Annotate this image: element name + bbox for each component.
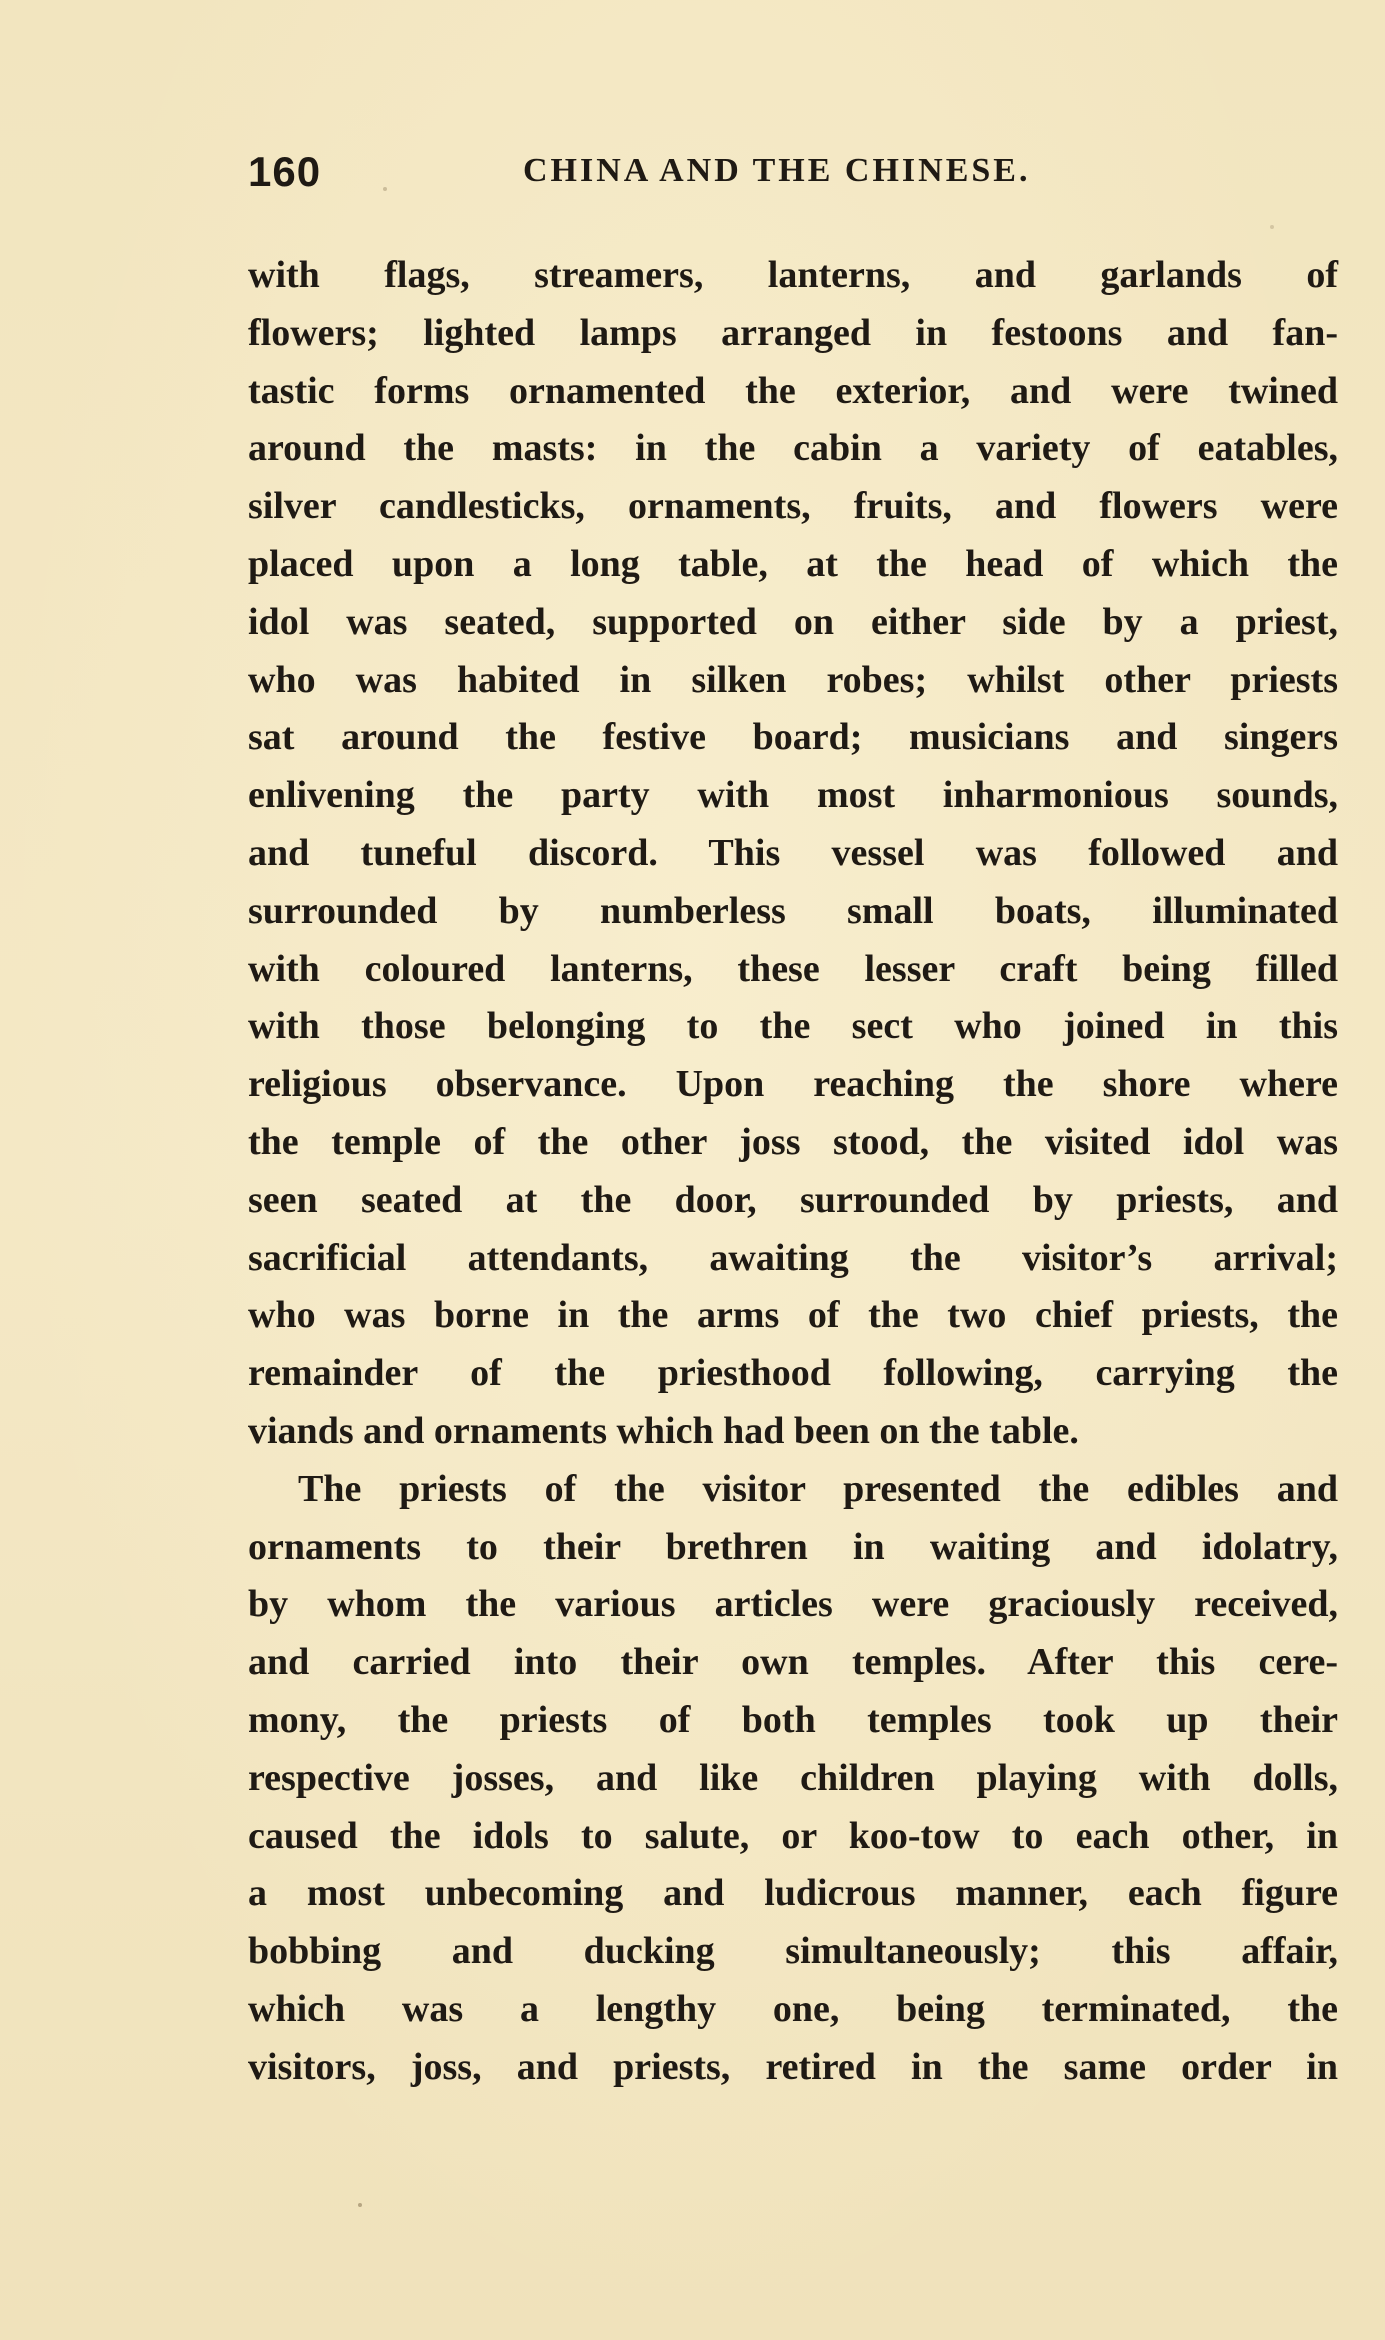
text-line: sacrificial attendants, awaiting the visitor’s arrival; <box>248 1236 1338 1279</box>
text-line: enlivening the party with most inharmonious sounds, <box>248 774 1338 817</box>
text-line: The priests of the visitor presented the edibles and <box>298 1467 1338 1510</box>
text-line: flowers; lighted lamps arranged in festoons and fan- <box>248 311 1338 354</box>
text-line: viands and ornaments which had been on the table. <box>248 1409 1079 1452</box>
paper-speck <box>1270 225 1274 229</box>
text-line: respective josses, and like children playing with dolls, <box>248 1756 1338 1799</box>
text-line: remainder of the priesthood following, carrying the <box>248 1352 1338 1395</box>
text-line: surrounded by numberless small boats, illuminated <box>248 889 1338 932</box>
paper-speck <box>358 2203 362 2207</box>
text-line: caused the idols to salute, or koo-tow to each other, in <box>248 1814 1338 1857</box>
text-line: the temple of the other joss stood, the visited idol was <box>248 1120 1338 1163</box>
text-line: who was habited in silken robes; whilst other priests <box>248 658 1338 701</box>
paper-speck <box>383 187 387 191</box>
text-line: idol was seated, supported on either side by a priest, <box>248 600 1338 643</box>
text-line: which was a lengthy one, being terminated, the <box>248 1987 1338 2030</box>
page-number: 160 <box>248 148 322 195</box>
text-line: bobbing and ducking simultaneously; this affair, <box>248 1930 1338 1973</box>
text-line: with those belonging to the sect who joined in this <box>248 1005 1338 1048</box>
text-line: sat around the festive board; musicians and singers <box>248 716 1338 759</box>
text-line: ornaments to their brethren in waiting and idolatry, <box>248 1525 1338 1568</box>
text-line: silver candlesticks, ornaments, fruits, and flowers were <box>248 485 1338 528</box>
text-line: a most unbecoming and ludicrous manner, each figure <box>248 1872 1338 1915</box>
text-line: and tuneful discord. This vessel was followed and <box>248 831 1338 874</box>
text-line: around the masts: in the cabin a variety of eatables, <box>248 427 1338 470</box>
page-header <box>248 148 1348 208</box>
text-line: with flags, streamers, lanterns, and garlands of <box>248 254 1338 296</box>
text-line: mony, the priests of both temples took up their <box>248 1698 1338 1741</box>
paragraph-1 <box>248 247 1338 1461</box>
text-line: tastic forms ornamented the exterior, and were twined <box>248 369 1338 412</box>
running-title: CHINA AND THE CHINESE. <box>523 152 1031 189</box>
text-line: and carried into their own temples. After this cere- <box>248 1641 1338 1684</box>
text-line: placed upon a long table, at the head of which the <box>248 542 1338 585</box>
text-line: visitors, joss, and priests, retired in the same order in <box>248 2045 1338 2088</box>
text-line: with coloured lanterns, these lesser craft being filled <box>248 947 1338 990</box>
text-line: who was borne in the arms of the two chief priests, the <box>248 1294 1338 1337</box>
body-text <box>248 247 1338 2097</box>
text-line: seen seated at the door, surrounded by priests, and <box>248 1178 1338 1221</box>
text-line: religious observance. Upon reaching the shore where <box>248 1063 1338 1106</box>
paragraph-2 <box>248 1461 1338 2097</box>
text-line: by whom the various articles were graciously received, <box>248 1583 1338 1626</box>
